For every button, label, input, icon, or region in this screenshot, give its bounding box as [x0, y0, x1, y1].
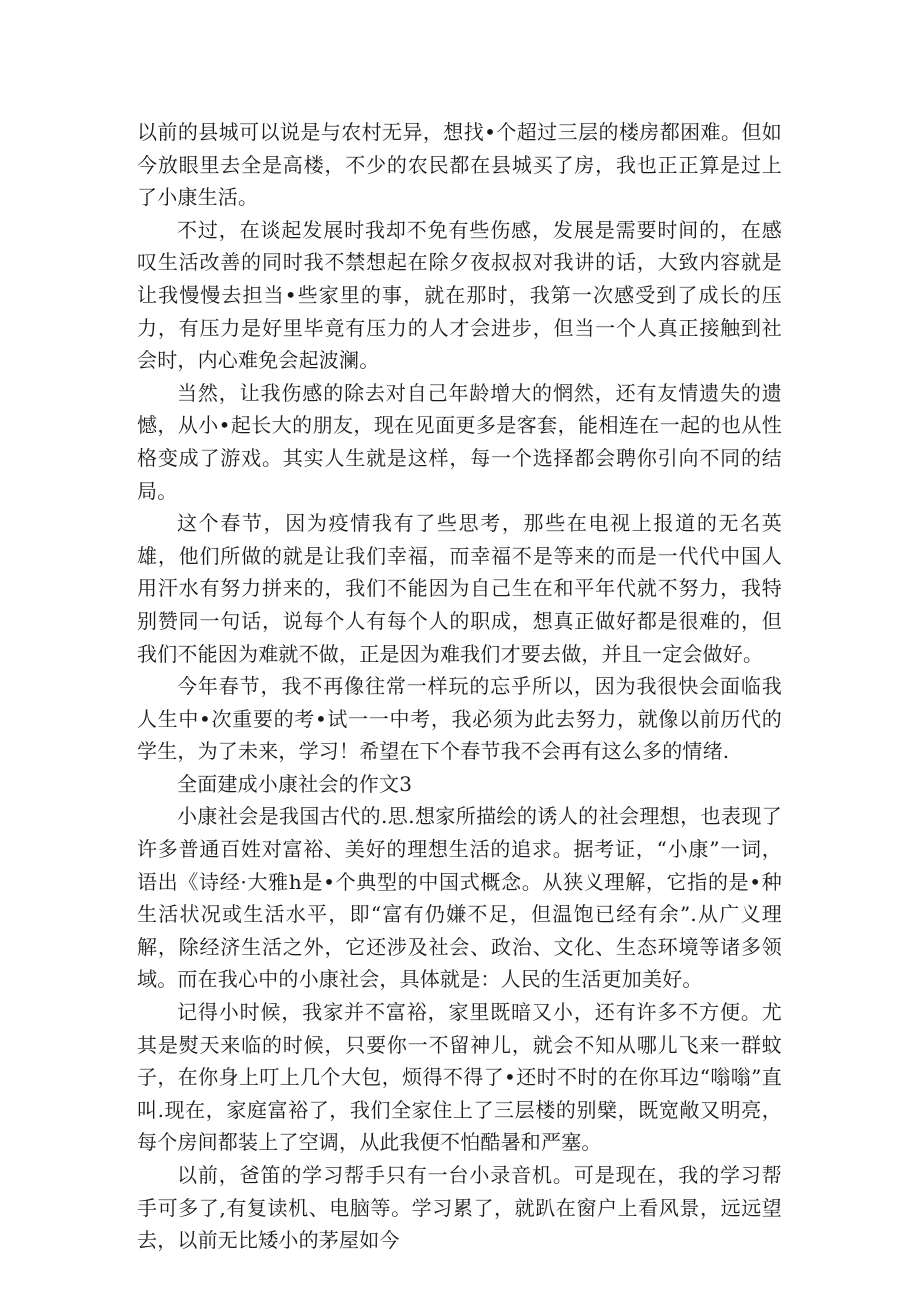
paragraph-development-feelings: 不过，在谈起发展时我却不免有些伤感，发展是需要时间的，在感叹生活改善的同时我不禁想起在除夕夜叔叔对我讲的话，大致内容就是让我慢慢去担当•些家里的事，就在那时，我第一次感受到了成长的压力，有压力是好里毕竟有压力的人才会进步，但当一个人真正接触到社会时，内心难免会起波澜。 — [137, 217, 782, 373]
paragraph-exam-resolution: 今年春节，我不再像往常一样玩的忘乎所以，因为我很快会面临我人生中•次重要的考•试一一中考，我必须为此去努力，就像以前历代的学生，为了未来，学习！希望在下个春节我不会再有这么多的情绪. — [137, 674, 782, 764]
paragraph-county-town: 以前的县城可以说是与农村无异，想找•个超过三层的楼房都困难。但如今放眼里去全是高楼，不少的农民都在县城买了房，我也正正算是过上了小康生活。 — [137, 120, 782, 210]
document-body — [137, 116, 782, 1257]
paragraph-friendship: 当然，让我伤感的除去对自己年龄增大的惘然，还有友情遗失的遗憾，从小•起长大的朋友，现在见面更多是客套，能相连在一起的也从性格变成了游戏。其实人生就是这样，每一个选择都会聘你引向不同的结局。 — [137, 380, 782, 503]
paragraph-study-helpers: 以前，爸笛的学习帮手只有一台小录音机。可是现在，我的学习帮手可多了,有复读机、电脑等。学习累了，就趴在窗户上看风景，远远望去，以前无比矮小的茅屋如今 — [137, 1163, 782, 1253]
paragraph-childhood-memory: 记得小时候，我家并不富裕，家里既暗又小，还有许多不方便。尤其是熨天来临的时候，只要你一不留神儿，就会不知从哪儿飞来一群蚊子，在你身上叮上几个大包，烦得不得了•还时不时的在你耳边“嗡嗡”直叫.现在，家庭富裕了，我们全家住上了三层楼的别檗，既宽敞又明亮，每个房间都装上了空调，从此我便不怕酷暑和严塞。 — [137, 1000, 782, 1155]
paragraph-xiaokang-definition: 小康社会是我国古代的.思.想家所描绘的诱人的社会理想，也表现了许多普通百姓对富裕、美好的理想生活的追求。据考证，“小康”一词，语出《诗经·大雅h是•个典型的中国式概念。从狭义理解，它指的是•种生活状况或生活水平，即“富有仍嫌不足，但温饱已经有余”.从广义理解，除经济生活之外，它还涉及社会、政治、文化、生态环境等诸多领域。而在我心中的小康社会，具体就是：人民的生活更加美好。 — [137, 804, 782, 992]
section-heading: 全面建成小康社会的作文3 — [177, 771, 413, 796]
paragraph-spring-festival-reflection: 这个春节，因为疫情我有了些思考，那些在电视上报道的无名英雄，他们所做的就是让我们幸福，而幸福不是等来的而是一代代中国人用汗水有努力拼来的，我们不能因为自己生在和平年代就不努力，我特别赞同一句话，说每个人有每个人的职成，想真正做好都是很难的，但我们不能因为难就不做，正是因为难我们才要去做，并且一定会做好。 — [137, 511, 782, 666]
